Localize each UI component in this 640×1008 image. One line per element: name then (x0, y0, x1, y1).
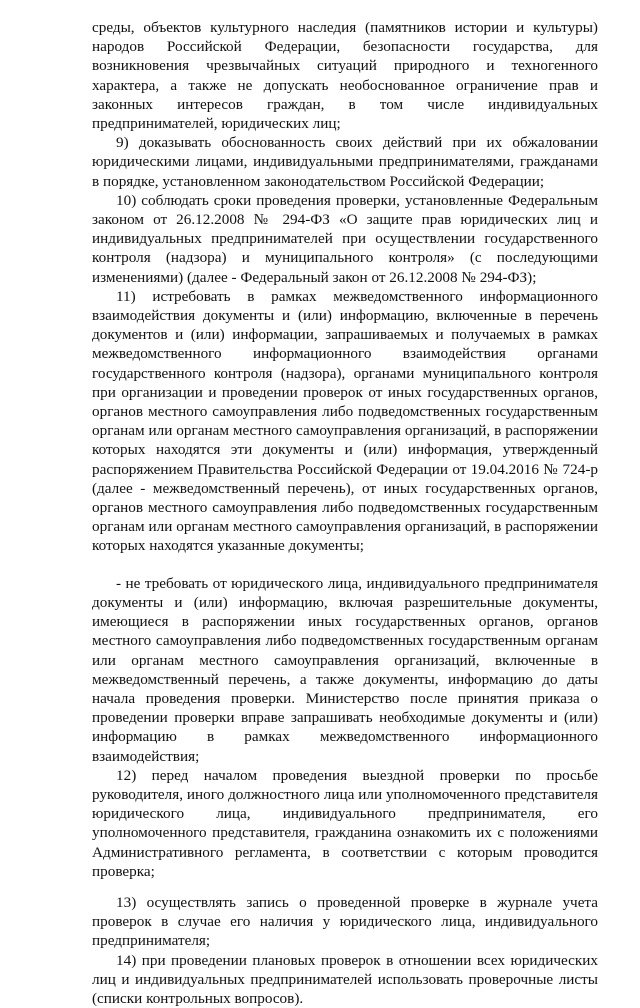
paragraph-item-13: 13) осуществлять запись о проведенной проверке в журнале учета проверок в случае его наличия у юридического лица, индивидуального предпринимателя; (92, 893, 598, 950)
paragraph-item-12: 12) перед началом проведения выездной проверки по просьбе руководителя, иного должностного лица или уполномоченного представителя юридического лица, индивидуального предпринимателя, его уполномоченного представителя, гражданина ознакомить их с положениями Административного регламента, в соответствии с которым проводится проверка; (92, 766, 598, 880)
document-page (92, 18, 598, 1008)
paragraph-item-14: 14) при проведении плановых проверок в отношении всех юридических лиц и индивидуальных предпринимателей использовать проверочные листы (списки контрольных вопросов). (92, 951, 598, 1007)
paragraph-item-10: 10) соблюдать сроки проведения проверки, установленные Федеральным законом от 26.12.2008 № 294-ФЗ «О защите прав юридических лиц и индивидуальных предпринимателей при осуществлении государственного контроля (надзора) и муниципального контроля» (с последующими изменениями) (далее - Федеральный закон от 26.12.2008 № 294-ФЗ); (92, 191, 598, 286)
paragraph-continuation: среды, объектов культурного наследия (памятников истории и культуры) народов Российской Федерации, безопасности государства, для возникновения чрезвычайных ситуаций природного и техногенного характера, а также не допускать необоснованное ограничение прав и законных интересов граждан, в том числе индивидуальных предпринимателей, юридических лиц; (92, 19, 598, 133)
paragraph-item-9: 9) доказывать обоснованность своих действий при их обжаловании юридическими лицами, индивидуальными предпринимателями, гражданами в порядке, установленном законодательством Российской Федерации; (92, 134, 598, 190)
paragraph-dash-item: - не требовать от юридического лица, индивидуального предпринимателя документы и (или) информацию, включая разрешительные документы, имеющиеся в распоряжении иных государственных органов, органов местного самоуправления либо подведомственных государственным органам или органам местного самоуправления организаций, включенные в межведомственный перечень, а также документы, информацию до даты начала проведения проверки. Министерство после принятия приказа о проведении проверки вправе запрашивать необходимые документы и (или) информацию в рамках межведомственного информационного взаимодействия; (92, 574, 598, 765)
paragraph-item-11: 11) истребовать в рамках межведомственного информационного взаимодействия документы и (или) информацию, включенные в перечень документов и (или) информации, запрашиваемых и получаемых в рамках межведомственного информационного взаимодействия органами государственного контроля (надзора), органами муниципального контроля при организации и проведении проверок от иных государственных органов, органов местного самоуправления либо подведомственных государственным органам или органам местного самоуправления организаций, в распоряжении которых находятся эти документы и (или) информация, утвержденный распоряжением Правительства Российской Федерации от 19.04.2016 № 724-р (далее - межведомственный перечень), от иных государственных органов, органов местного самоуправления либо подведомственных государственным органам или органам местного самоуправления организаций, в распоряжении которых находятся указанные документы; (92, 287, 598, 555)
